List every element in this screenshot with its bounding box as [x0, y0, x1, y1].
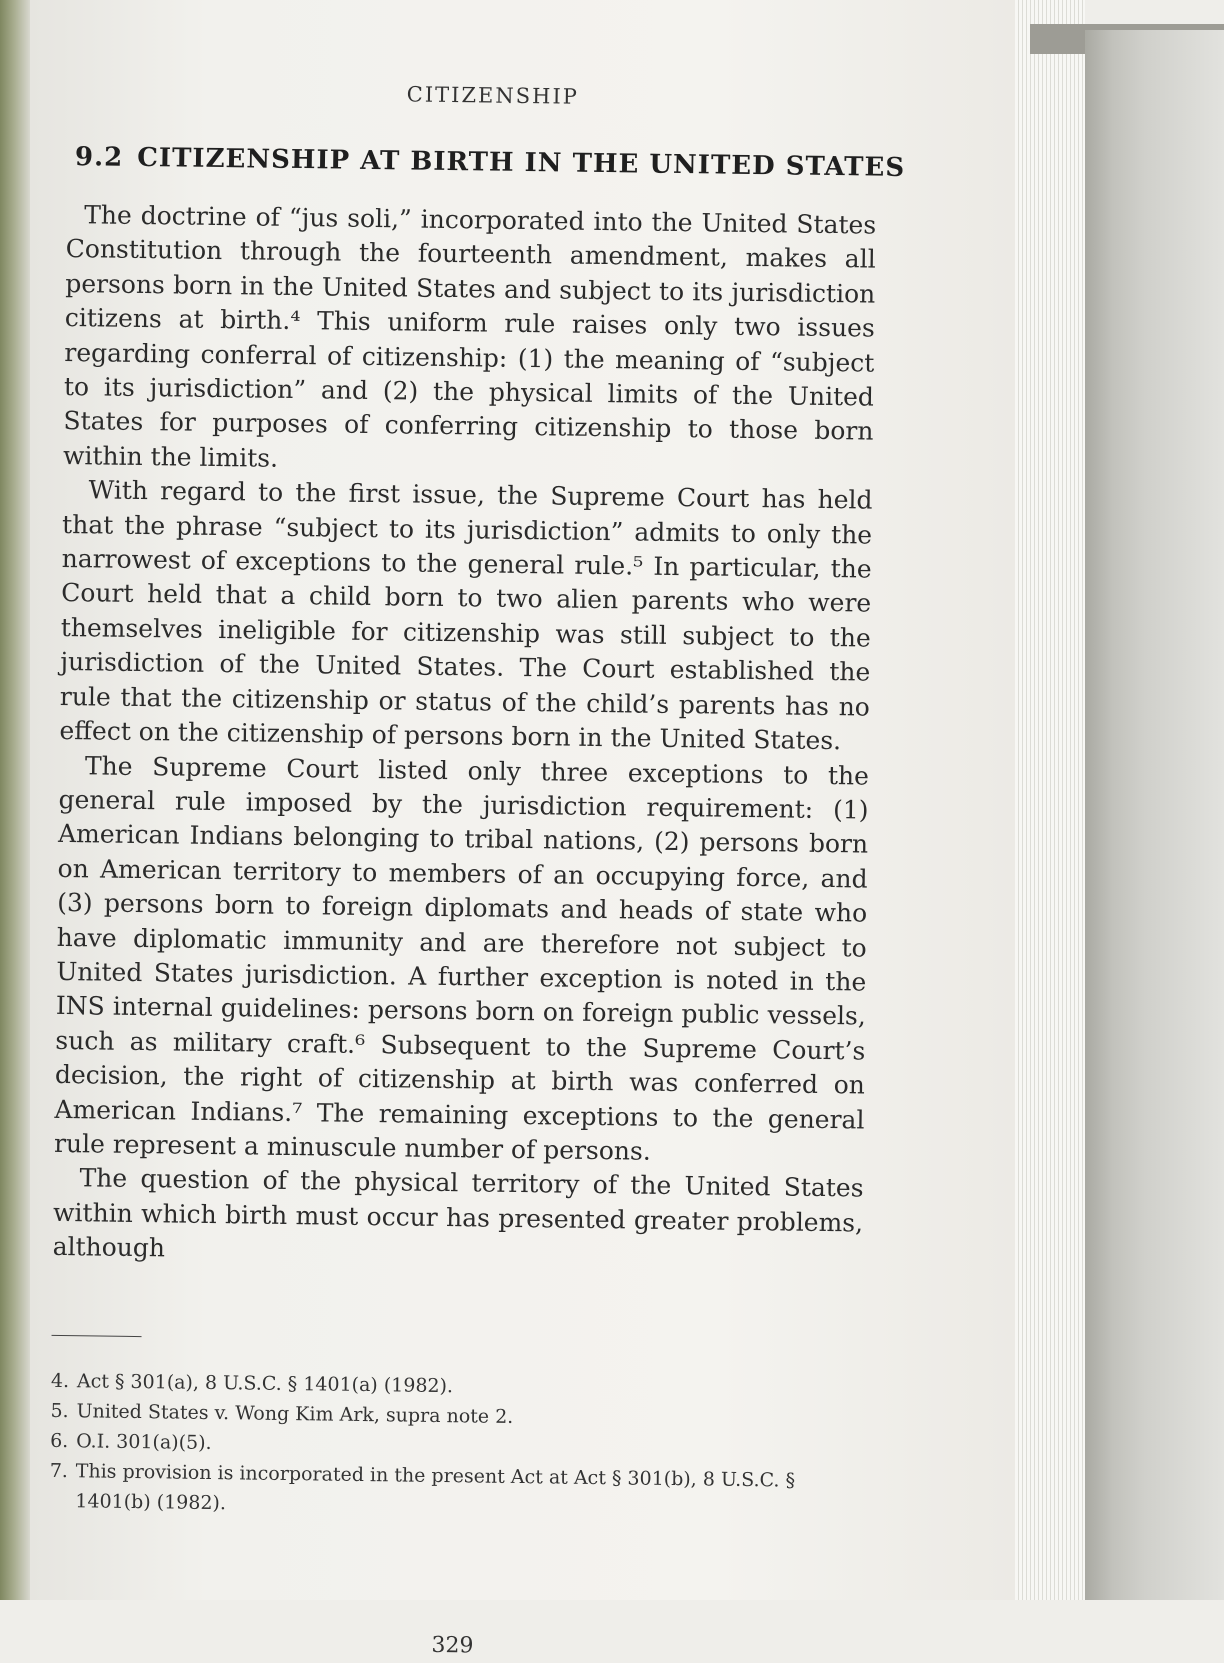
- running-head: CITIZENSHIP: [406, 82, 580, 109]
- section-heading: [74, 142, 906, 183]
- footnote-number: 6.: [50, 1429, 69, 1452]
- paragraph: The Supreme Court listed only three exceptions to the general rule imposed by the jurisdiction requirement: (1) American Indians belonging to tribal nations, (2) persons born on American territory to members of an occupying force, and (3) persons born to foreign diplomats and heads of state who have diplomatic immunity and are therefore not subject to United States jurisdiction. A further exception is noted in the INS internal guidelines: persons born on foreign public vessels, such as military craft.⁶ Subsequent to the Supreme Court’s decision, the right of citizenship at birth was conferred on American Indians.⁷ The remaining exceptions to the general rule represent a minuscule number of persons.: [53, 750, 870, 1166]
- footnote-divider: [52, 1334, 142, 1336]
- book-cover-edge: [1085, 30, 1224, 1600]
- footnote-text: O.I. 301(a)(5).: [76, 1429, 212, 1454]
- footnote-text: United States v. Wong Kim Ark, supra note 2.: [76, 1399, 514, 1428]
- paragraph: The question of the physical territory of the United States within which birth must occur has presented greater problems, although: [52, 1163, 864, 1263]
- footnote-number: 4.: [50, 1369, 70, 1392]
- footnote: [49, 1455, 860, 1526]
- page-edges: [1015, 0, 1085, 1600]
- page-content: [47, 78, 906, 1663]
- footnote-number: 5.: [50, 1399, 69, 1422]
- footnote-text: Act § 301(a), 8 U.S.C. § 1401(a) (1982).: [76, 1369, 454, 1397]
- section-number: 9.2: [74, 142, 124, 173]
- paragraph: With regard to the first issue, the Supreme Court has held that the phrase “subject to its jurisdiction” admits to only the narrowest of exceptions to the general rule.⁵ In particular, the Court held that a child born to two alien parents who were themselves ineligible for citizenship was still subject to the jurisdiction of the United States. The Court established the rule that the citizenship or status of the child’s parents has no effect on the citizenship of persons born in the United States.: [59, 475, 873, 756]
- footnotes: [49, 1365, 861, 1526]
- paragraph: The doctrine of “jus soli,” incorporated into the United States Constitution through the fourteenth amendment, makes all persons born in the United States and subject to its jurisdiction citizens at birth.⁴ This uniform rule raises only two issues regarding conferral of citizenship: (1) the meaning of “subject to its jurisdiction” and (2) the physical limits of the United States for purposes of conferring citizenship to those born within the limits.: [62, 200, 877, 473]
- section-title: CITIZENSHIP AT BIRTH IN THE UNITED STATES: [136, 142, 906, 183]
- footnote-number: 7.: [49, 1459, 69, 1482]
- footnote-text: This provision is incorporated in the present Act at Act § 301(b), 8 U.S.C. § 1401(b) (1982).: [75, 1459, 796, 1514]
- page-number: 329: [431, 1632, 474, 1659]
- body-text: [52, 198, 876, 1275]
